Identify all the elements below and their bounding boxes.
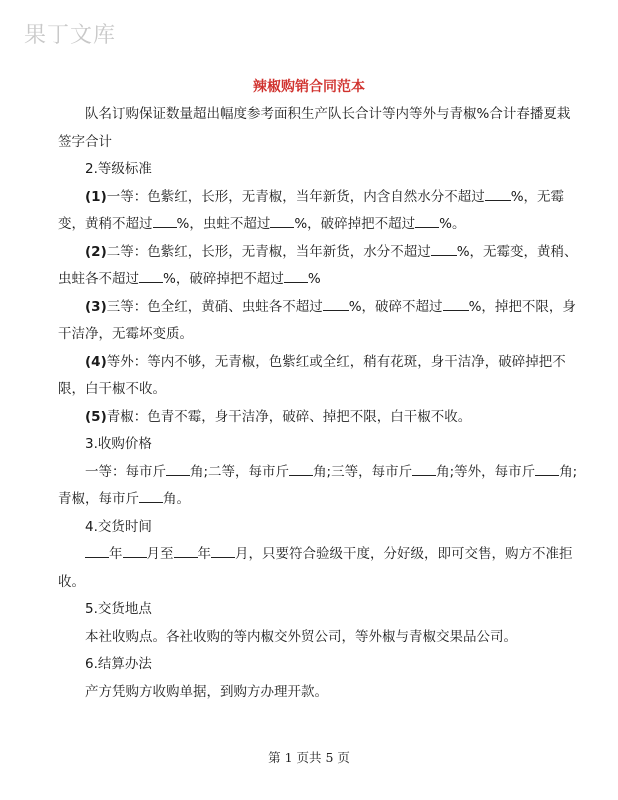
item-number: (2)	[85, 243, 107, 260]
fill-blank	[535, 460, 559, 476]
fill-blank	[485, 185, 511, 201]
delivery-place-paragraph: 本社收购点。各社收购的等内椒交外贸公司，等外椒与青椒交果品公司。	[85, 628, 517, 645]
intro-paragraph: 队名订购保证数量超出幅度参考面积生产队长合计等内等外与青椒%合计春播夏栽签字合计	[58, 106, 571, 150]
section-heading-delivery-place: 5.交货地点	[85, 601, 152, 617]
fill-blank	[139, 267, 163, 283]
fill-blank	[289, 460, 313, 476]
section-heading-price: 3.收购价格	[85, 436, 152, 452]
fill-blank	[431, 240, 457, 256]
page-number: 第 1 页共 5 页	[268, 750, 350, 765]
fill-blank	[139, 487, 163, 503]
section-heading-grade-standard: 2.等级标准	[85, 161, 152, 177]
fill-blank	[211, 542, 235, 558]
fill-blank	[123, 542, 147, 558]
watermark-logo: 果丁文库	[24, 23, 117, 48]
item-number: (5)	[85, 408, 107, 425]
fill-blank	[174, 542, 198, 558]
price-paragraph: 一等：每市斤 角;二等，每市斤 角;三等，每市斤 角;等外，每市斤 角;青椒，每市斤 角。	[58, 459, 578, 514]
fill-blank	[284, 267, 308, 283]
fill-blank	[153, 212, 177, 228]
item-number: (3)	[85, 298, 107, 315]
grade-1-paragraph: (1)一等：色紫红，长形，无青椒，当年新货，内含自然水分不超过 %，无霉变，黄稍不超过 %，虫蛀不超过 %，破碎掉把不超过 %。	[58, 184, 578, 239]
fill-blank	[270, 212, 294, 228]
fill-blank	[415, 212, 439, 228]
fill-blank	[443, 295, 469, 311]
fill-blank	[85, 542, 109, 558]
grade-5-paragraph: (5)青椒：色青不霉，身干洁净，破碎、掉把不限，白干椒不收。	[85, 408, 472, 425]
section-heading-delivery-time: 4.交货时间	[85, 518, 152, 535]
fill-blank	[323, 295, 349, 311]
fill-blank	[166, 460, 190, 476]
item-number: (1)	[85, 188, 107, 205]
delivery-time-paragraph: 年 月至 年 月，只要符合验级干度，分好级，即可交售，购方不准拒收。	[58, 541, 578, 596]
item-number: (4)	[85, 353, 107, 370]
document-title: 辣椒购销合同范本	[253, 79, 365, 95]
section-heading-settlement: 6.结算办法	[85, 656, 152, 672]
fill-blank	[412, 460, 436, 476]
settlement-paragraph: 产方凭购方收购单据，到购方办理开款。	[85, 683, 328, 700]
grade-2-paragraph: (2)二等：色紫红，长形，无青椒，当年新货，水分不超过 %，无霉变，黄稍、虫蛀各不超过 %，破碎掉把不超过 %	[58, 239, 578, 294]
document-body	[58, 101, 578, 706]
grade-3-paragraph: (3)三等：色全红，黄硝、虫蛀各不超过 %，破碎不超过 %，掉把不限，身干洁净，无霉坏变质。	[58, 294, 578, 349]
grade-4-paragraph: (4)等外：等内不够，无青椒，色紫红或全红，稍有花斑，身干洁净，破碎掉把不限，白干椒不收。	[58, 353, 566, 397]
